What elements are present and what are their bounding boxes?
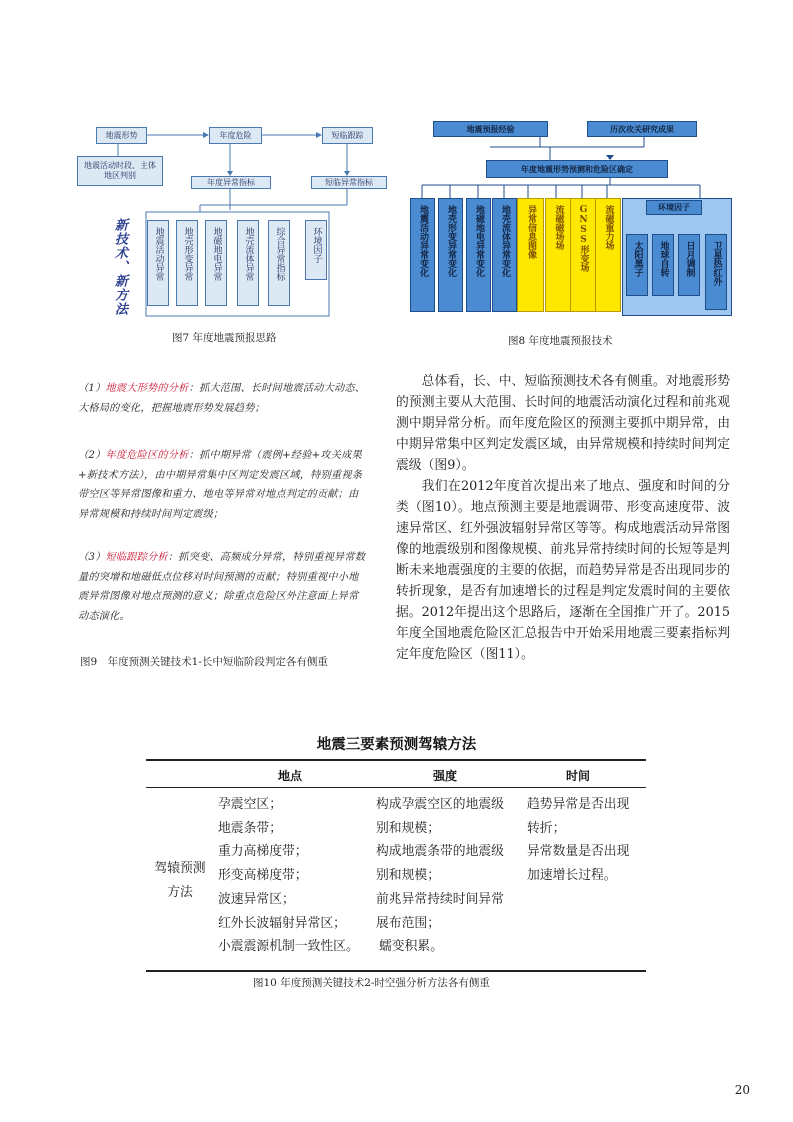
fig8-col-satellite-infrared: 卫星热红外 <box>705 234 727 310</box>
fig7-box-annual-indicators: 年度异常指标 <box>191 176 271 189</box>
table-cell: 加速增长过程。 <box>527 868 617 884</box>
fig8-box-experience: 地震预报经验 <box>433 121 548 137</box>
table-cell: 异常数量是否出现 <box>527 844 630 860</box>
fig7-col-geomagnetic: 地磁地电异常 <box>205 220 227 306</box>
fig8-col-gravity-field: 流磁重力场 <box>595 198 621 312</box>
fig9-paragraph-2: （2）年度危险区的分析：抓中期异常（震例+经验+攻关成果+新技术方法），由中期异常集中区判定发震区域，特别重视条带空区等异常图像和重力、地电等异常对地点判定的贡献；由异常规模和持续时间判定震级； <box>78 450 363 520</box>
fig8-box-research: 历次攻关研究成果 <box>587 121 697 137</box>
table-top-rule <box>146 759 646 761</box>
table-row-label: 驾辕预测 方法 <box>154 861 206 900</box>
fig8-caption: 图8 年度地震预报技术 <box>508 335 613 347</box>
page-number: 20 <box>734 1083 750 1097</box>
table-cell: 构成地震条带的地震级 <box>376 844 504 860</box>
table-cell: 小震震源机制一致性区。 <box>218 939 359 955</box>
table-cell: 前兆异常持续时间异常 <box>376 891 504 907</box>
fig9-key-2: 年度危险区的分析 <box>105 450 189 461</box>
fig8-col-deformation: 地壳形变异常变化 <box>438 198 463 312</box>
table-cell: 趋势异常是否出现 <box>527 797 630 812</box>
table-cell: 波速异常区； <box>218 891 295 907</box>
table-cell: 孕震空区； <box>218 797 282 812</box>
fig8-col-sun-moon: 日月调制 <box>678 234 700 296</box>
body-paragraph-1: 总体看，长、中、短临预测技术各有侧重。对地震形势的预测主要从大范围、长时间的地震活动演化过程和前兆观测中期异常分析。而年度危险区的预测主要抓中期异常，由中期异常集中区判定发震区域，由异常规模和持续时间判定震级（图9）。 <box>396 374 730 473</box>
body-paragraph-2: 我们在2012年度首次提出来了地点、强度和时间的分类（图10）。地点预测主要是地震调带、形变高速度带、波速异常区、红外强波辐射异常区等等。构成地震活动异常图像的地震级别和图像规模、前兆异常持续时间的长短等是判断未来地震强度的主要的依据，而趋势异常是否出现同步的转折现象，是否有加速增长的过程是判定发震时间的主要依据。2012年提出这个思路后，逐渐在全国推广开了。2015年度全国地震危险区汇总报告中开始采用地震三要素指标判定年度危险区（图11）。 <box>396 479 730 662</box>
table-cell: 别和规模； <box>376 820 440 836</box>
fig8-col-magnetic-field: 流磁磁场场 <box>545 198 571 312</box>
fig7-box-short-term: 短临跟踪 <box>322 127 373 144</box>
fig7-col-seismic: 地震活动异常 <box>147 220 169 306</box>
table-mid-rule <box>146 787 646 788</box>
table-col-location <box>218 793 359 959</box>
fig9-key-3: 短临跟踪分析 <box>105 552 168 563</box>
table-cell: 重力高梯度带； <box>218 844 308 860</box>
fig9-paragraph-1: （1）地震大形势的分析：抓大范围、长时间地震活动大动态、大格局的变化，把握地震形势发展趋势； <box>78 383 366 414</box>
fig7-connectors <box>0 0 400 330</box>
table-bottom-rule <box>146 970 646 972</box>
fig9-caption: 图9 年度预测关键技术1-长中短临阶段判定各有侧重 <box>80 656 328 668</box>
fig8-col-gnss-field: GNSS形变场 <box>570 198 596 312</box>
table-header-location: 地点 <box>278 769 303 783</box>
table-col-magnitude <box>376 793 504 959</box>
fig7-box-situation: 地震形势 <box>96 127 147 144</box>
table-cell: 地震条带； <box>218 820 282 836</box>
table-cell: 红外长波辐射异常区； <box>218 915 346 931</box>
fig8-col-sunspot: 太阳黑子 <box>626 234 648 296</box>
fig8-box-environment: 环境因子 <box>646 200 702 215</box>
fig7-box-annual-risk: 年度危险 <box>209 127 262 144</box>
fig9-paragraph-3: （3）短临跟踪分析：抓突变、高频成分异常，特别重视异常数量的突增和地磁低点位移对时间预测的贡献；特别重视中小地震异常图像对地点预测的意义；除重点危险区外注意面上异常动态演化。 <box>78 552 366 622</box>
fig7-side-text: 新技术、新方法 <box>112 218 127 316</box>
table-header-time: 时间 <box>566 769 591 783</box>
fig8-col-seismic: 地震活动异常变化 <box>410 198 435 312</box>
fig7-box-period-area: 地震活动时段、主体地区判别 <box>77 156 163 186</box>
table-title: 地震三要素预测驾辕方法 <box>316 737 477 753</box>
body-text <box>396 371 730 665</box>
table-header-magnitude: 强度 <box>433 769 458 783</box>
table-col-time <box>527 793 629 888</box>
fig7-col-fluid: 地壳流体异常 <box>237 220 259 306</box>
fig7-col-deformation: 地壳形变异常 <box>176 220 198 306</box>
fig7-caption: 图7 年度地震预报思路 <box>172 332 277 344</box>
table-cell: 构成孕震空区的地震级 <box>376 797 504 812</box>
fig7-box-short-indicators: 短临异常指标 <box>311 176 387 189</box>
fig8-box-center: 年度地震形势预测和危险区确定 <box>486 160 668 178</box>
table-cell: 蠕变积累。 <box>379 939 443 955</box>
fig8-col-fluid: 地壳流体异常变化 <box>492 198 517 312</box>
fig8-col-earth-rotation: 地球自转 <box>652 234 674 296</box>
table-cell: 别和规模； <box>376 868 440 884</box>
fig8-col-geomagnetic: 地磁地电异常变化 <box>466 198 491 312</box>
fig7-col-environment: 环境因子 <box>305 220 327 280</box>
fig8-col-anomaly-image: 异常信息图像 <box>517 198 544 312</box>
table-cell: 展布范围； <box>376 915 440 931</box>
table-cell: 形变高梯度带； <box>218 868 308 884</box>
fig9-key-1: 地震大形势的分析 <box>105 383 189 394</box>
fig10-caption: 图10 年度预测关键技术2-时空强分析方法各有侧重 <box>253 977 490 989</box>
table-cell: 转折； <box>527 820 566 836</box>
fig7-col-composite: 综合异常指标 <box>268 220 290 306</box>
